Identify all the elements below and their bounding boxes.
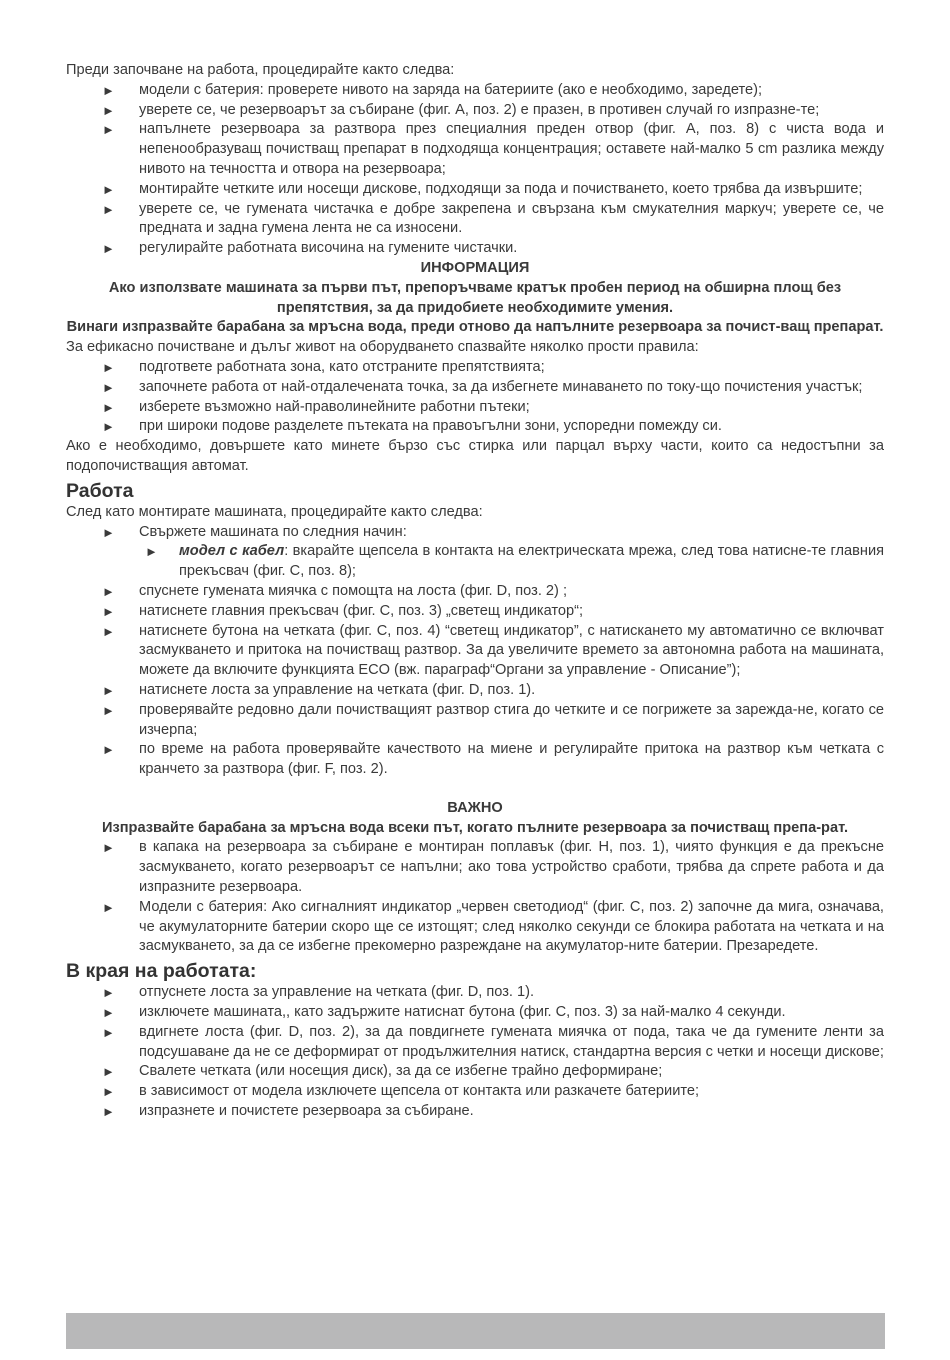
bullet-icon: ► xyxy=(102,623,115,639)
list-item: ► подгответе работната зона, като отстраните препятствията; xyxy=(66,358,884,378)
list-item: ► регулирайте работната височина на гумените чистачки. xyxy=(66,239,884,259)
list-item: ► при широки подове разделете пътеката на правоъгълни зони, успоредни помежду си. xyxy=(66,417,884,437)
list-item: ► изберете възможно най-праволинейните работни пътеки; xyxy=(66,398,884,418)
bullet-icon: ► xyxy=(102,1024,115,1040)
bullet-icon: ► xyxy=(102,399,115,415)
bullet-icon: ► xyxy=(102,102,115,118)
list-item: ► уверете се, че гумената чистачка е добре закрепена и свързана към смукателния маркуч; уверете се, че предната и задна гумена лента не са износени. xyxy=(102,200,884,237)
footer-bar xyxy=(66,1313,885,1349)
bullet-icon: ► xyxy=(102,201,115,217)
bullet-icon: ► xyxy=(102,1084,115,1100)
list-item: ► в капака на резервоара за събиране е монтиран поплавък (фиг. H, поз. 1), чиято функция е да прекъсне засмукването, когато резервоарът се напълни; ако това устройство сработи, трябва да спрете работа и да изпразните резервоара. xyxy=(102,839,884,896)
list-item: ► Свалете четката (или носещия диск), за да се избегне трайно деформиране; xyxy=(66,1062,884,1082)
bullet-icon: ► xyxy=(102,1064,115,1080)
list-item: ► спуснете гумената миячка с помощта на лоста (фиг. D, поз. 2) ; xyxy=(66,582,884,602)
rules-outro: Ако е необходимо, довършете като минете бързо със стирка или парцал върху части, които са недостъпни за подопочистващия автомат. xyxy=(66,438,884,474)
bullet-icon: ► xyxy=(102,419,115,435)
list-item: ► натиснете главния прекъсвач (фиг. C, поз. 3) „светещ индикатор“; xyxy=(66,602,884,622)
bullet-icon: ► xyxy=(102,359,115,375)
section-heading-work: Работа xyxy=(66,479,134,502)
rules-list xyxy=(66,358,884,437)
bullet-icon: ► xyxy=(102,702,115,718)
info-title: ИНФОРМАЦИЯ xyxy=(420,259,530,276)
bullet-icon: ► xyxy=(102,742,115,758)
manual-page xyxy=(66,61,884,1122)
list-item: ► отпуснете лоста за управление на четката (фиг. D, поз. 1). xyxy=(66,983,884,1003)
work-intro: След като монтирате машината, процедирайте както следва: xyxy=(66,503,483,520)
work-list xyxy=(66,523,884,780)
intro-text: Преди започване на работа, процедирайте както следва: xyxy=(66,62,455,78)
bullet-icon: ► xyxy=(102,122,115,138)
list-item: ► вдигнете лоста (фиг. D, поз. 2), за да повдигнете гумената миячка от пода, така че да гумените ленти за подсушаване да не се деформират от продължителния натиск, стандартна версия с четки и носещи дискове; xyxy=(102,1023,884,1060)
important-title: ВАЖНО xyxy=(447,799,503,816)
bullet-icon: ► xyxy=(102,985,115,1001)
bullet-icon: ► xyxy=(102,603,115,619)
bullet-icon: ► xyxy=(145,544,158,560)
sub-list-item: ► модел с кабел: вкарайте щепсела в контакта на електрическата мрежа, след това натисне-те главния прекъсвач (фиг. C, поз. 8); xyxy=(145,543,885,580)
bullet-icon: ► xyxy=(102,682,115,698)
list-item: ► натиснете бутона на четката (фиг. C, поз. 4) “светещ индикатор”, с натискането му автоматично се включват засмукването и притока на почистващ разтвор. За да увеличите времето за автономна работа на машината, можете да включите функцията ECO (вж. параграф“Органи за управление - Описание”); xyxy=(102,622,884,679)
info-paragraph: Винаги изпразвайте барабана за мръсна вода, преди отново да напълните резервоара за почист-ващ препарат. xyxy=(66,319,884,336)
bullet-icon: ► xyxy=(102,840,115,856)
bullet-icon: ► xyxy=(102,241,115,257)
list-item: ► изключете машината,, като задържите натиснат бутона (фиг. C, поз. 3) за най-малко 4 секунди. xyxy=(66,1003,884,1023)
important-text: Изпразвайте барабана за мръсна вода всеки път, когато пълните резервоара за почистващ препа-рат. xyxy=(101,819,849,836)
bullet-icon: ► xyxy=(102,181,115,197)
intro-list xyxy=(66,81,884,259)
list-item: ► в зависимост от модела изключете щепсела от контакта или разкачете батериите; xyxy=(66,1082,884,1102)
list-item: ► Свържете машината по следния начин: xyxy=(66,523,884,543)
section-heading-end: В края на работата: xyxy=(66,960,257,983)
list-item: ► уверете се, че резервоарът за събиране (фиг. A, поз. 2) е празен, в противен случай го изпразне-те; xyxy=(66,101,884,121)
bullet-icon: ► xyxy=(102,1104,115,1120)
bullet-icon: ► xyxy=(102,1005,115,1021)
end-list xyxy=(66,983,884,1122)
list-item: ► модели с батерия: проверете нивото на заряда на батериите (ако е необходимо, заредете); xyxy=(66,81,884,101)
bullet-icon: ► xyxy=(102,899,115,915)
bullet-icon: ► xyxy=(102,82,115,98)
info-paragraph: Ако използвате машината за първи път, препоръчваме кратък пробен период на обширна площ без препятствия, за да придобиете необходимите умения. xyxy=(108,279,842,316)
list-item: ► монтирайте четките или носещи дискове, подходящи за пода и почистването, което трябва да извършите; xyxy=(66,180,884,200)
cable-model-label: модел с кабел xyxy=(179,543,285,560)
list-item: ► започнете работа от най-отдалечената точка, за да избегнете минаването по току-що почистения участък; xyxy=(66,378,884,398)
list-item: ► проверявайте редовно дали почистващият разтвор стига до четките и се погрижете за зарежда-не, когато се изчерпа; xyxy=(102,701,884,738)
list-item: ► по време на работа проверявайте качеството на миене и регулирайте притока на разтвор към четката с кранчето за разтвора (фиг. F, поз. 2). xyxy=(102,741,884,778)
list-item: ► натиснете лоста за управление на четката (фиг. D, поз. 1). xyxy=(66,681,884,701)
bullet-icon: ► xyxy=(102,379,115,395)
list-item: ► Модели с батерия: Ако сигналният индикатор „червен светодиод“ (фиг. C, поз. 2) започне да мига, означава, че акумулаторните батерии скоро ще се изтощят; след няколко секунди се блокира работата на четката и на засмукването, за да се избегне прекомерно разреждане на акумулатор-ните батерии. Презаредете. xyxy=(102,898,884,955)
list-item: ► изпразнете и почистете резервоара за събиране. xyxy=(66,1102,884,1122)
important-list xyxy=(66,838,884,957)
bullet-icon: ► xyxy=(102,583,115,599)
bullet-icon: ► xyxy=(102,524,115,540)
list-item: ► напълнете резервоара за разтвора през специалния преден отвор (фиг. A, поз. 8) с чиста вода и непенообразуващ почистващ препарат в подходяща концентрация; оставете най-малко 5 cm разлика между нивото на течността и отвора на резервоара; xyxy=(102,121,884,177)
rules-intro: За ефикасно почистване и дълъг живот на оборудването спазвайте няколко прости правила: xyxy=(66,339,699,356)
